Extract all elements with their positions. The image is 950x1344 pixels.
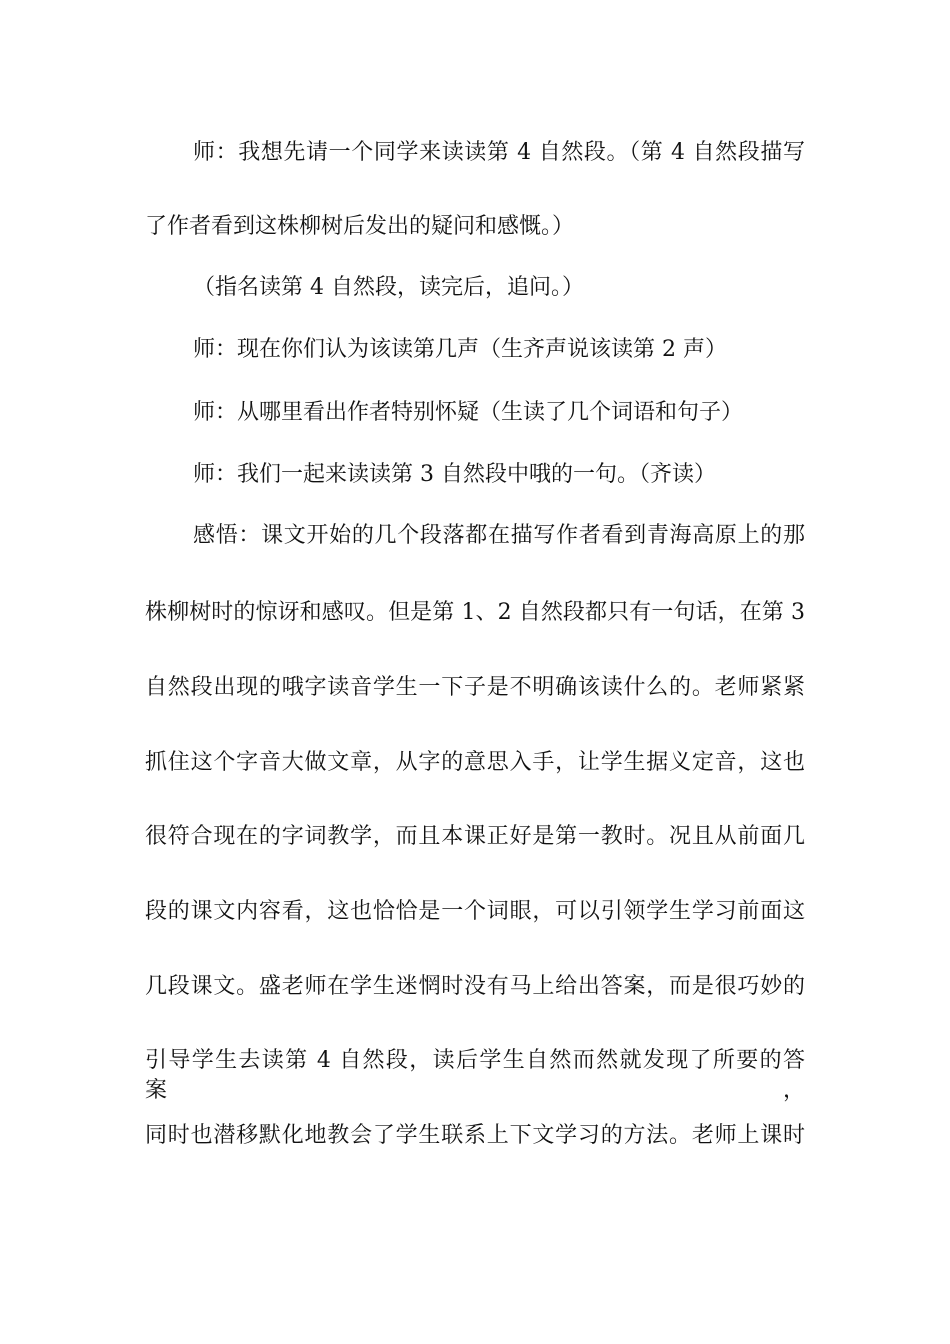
paragraph-line-5: 师：从哪里看出作者特别怀疑（生读了几个词语和句子） bbox=[193, 400, 744, 425]
paragraph-line-8: 株柳树时的惊讶和感叹。但是第 1、2 自然段都只有一句话，在第 3 bbox=[145, 600, 805, 625]
paragraph-line-11: 很符合现在的字词教学，而且本课正好是第一教时。况且从前面几 bbox=[145, 824, 805, 849]
paragraph-line-12: 段的课文内容看，这也恰恰是一个词眼，可以引领学生学习前面这 bbox=[145, 899, 805, 924]
paragraph-line-4: 师：现在你们认为该读第几声（生齐声说该读第 2 声） bbox=[193, 337, 727, 362]
paragraph-line-9: 自然段出现的哦字读音学生一下子是不明确该读什么的。老师紧紧 bbox=[145, 675, 805, 700]
paragraph-line-1: 师：我想先请一个同学来读读第 4 自然段。（第 4 自然段描写 bbox=[193, 140, 805, 165]
paragraph-line-7: 感悟：课文开始的几个段落都在描写作者看到青海高原上的那 bbox=[193, 523, 805, 548]
paragraph-line-13: 几段课文。盛老师在学生迷惘时没有马上给出答案，而是很巧妙的 bbox=[145, 974, 805, 999]
paragraph-line-6: 师：我们一起来读读第 3 自然段中哦的一句。（齐读） bbox=[193, 462, 716, 487]
paragraph-line-10: 抓住这个字音大做文章，从字的意思入手，让学生据义定音，这也 bbox=[145, 750, 805, 775]
paragraph-line-3: （指名读第 4 自然段，读完后，追问。） bbox=[193, 275, 584, 300]
paragraph-line-2: 了作者看到这株柳树后发出的疑问和感慨。） bbox=[145, 214, 575, 239]
paragraph-line-15: 同时也潜移默化地教会了学生联系上下文学习的方法。老师上课时 bbox=[145, 1123, 805, 1148]
paragraph-line-14: 引导学生去读第 4 自然段，读后学生自然而然就发现了所要的答案， bbox=[145, 1048, 805, 1103]
